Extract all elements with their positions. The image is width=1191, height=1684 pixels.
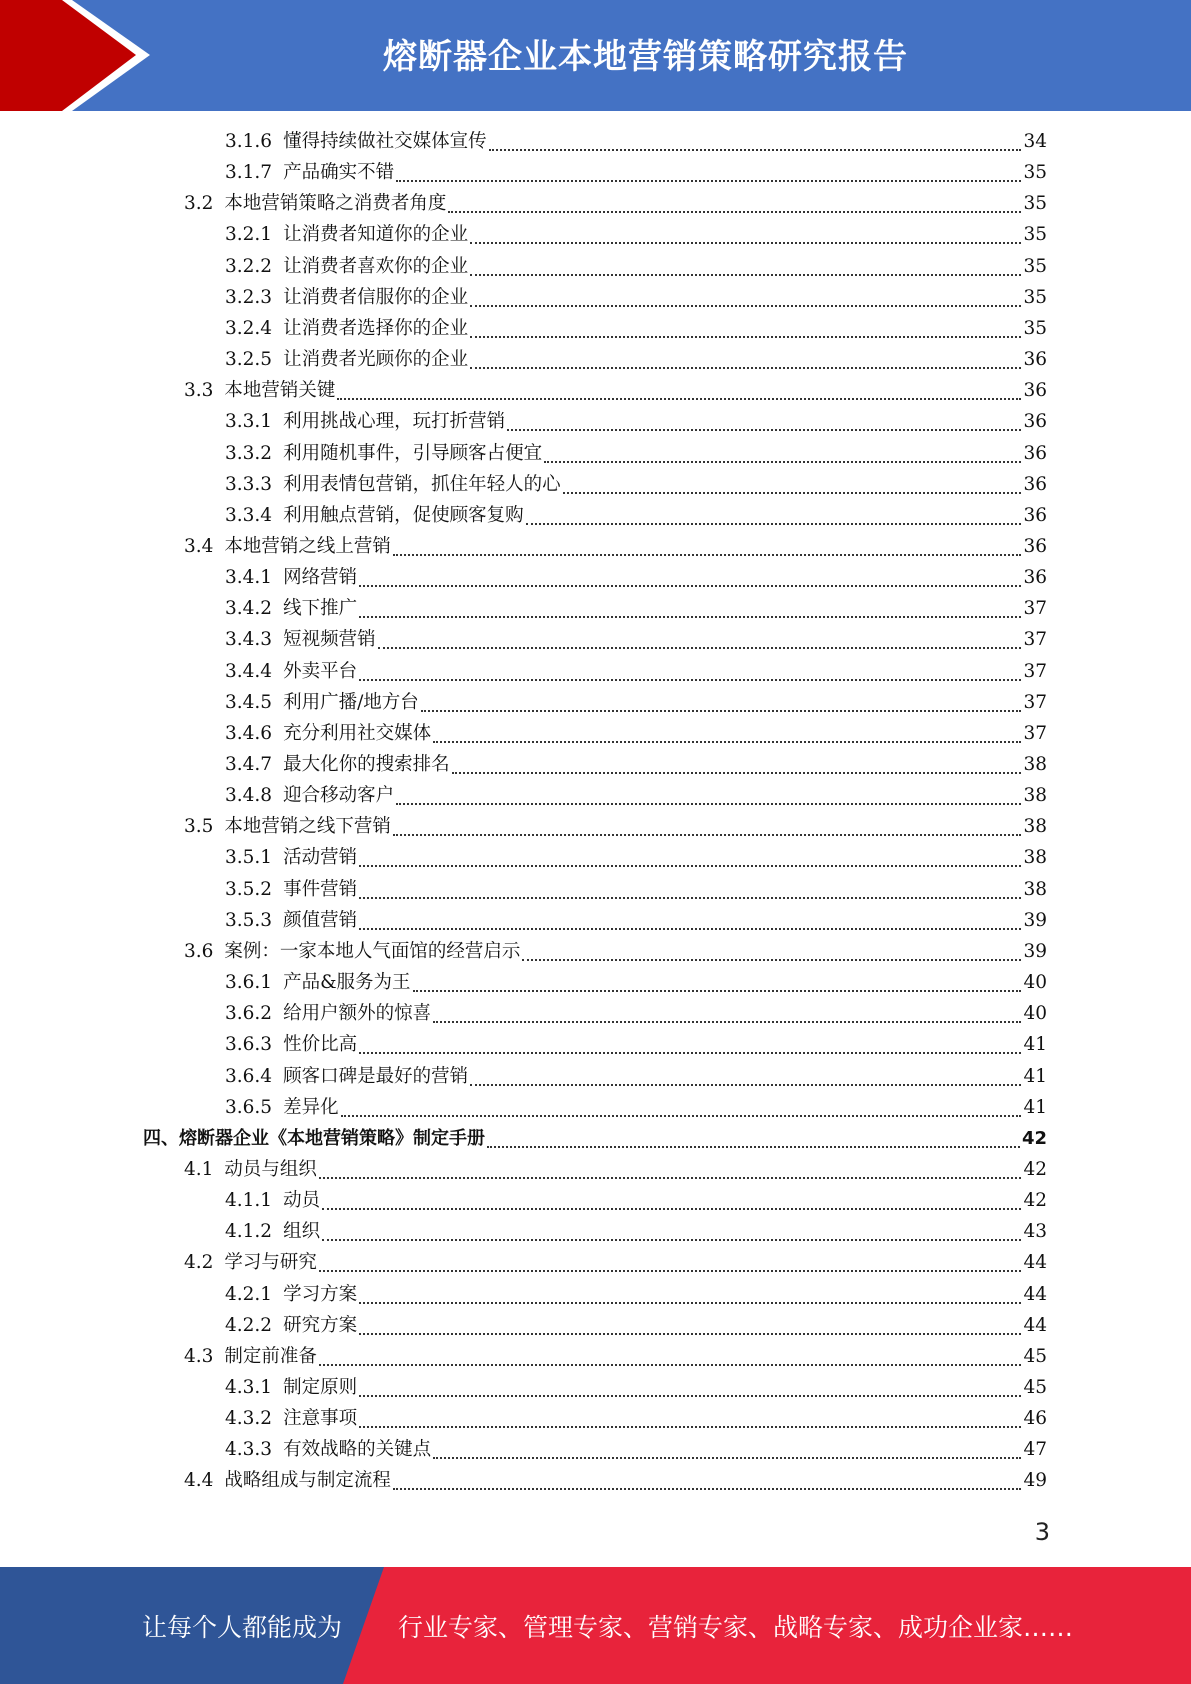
toc-dot-leader xyxy=(359,1051,1021,1054)
toc-entry-number: 3.5.2 xyxy=(225,878,273,900)
toc-entry-title: 动员与组织 xyxy=(224,1158,317,1180)
toc-entry-page: 41 xyxy=(1023,1096,1047,1118)
toc-entry-title: 让消费者光顾你的企业 xyxy=(283,349,469,371)
toc-entry-title: 组织 xyxy=(283,1221,321,1243)
toc-entry-title: 研究方案 xyxy=(283,1314,358,1336)
toc-entry-page: 41 xyxy=(1023,1034,1047,1056)
toc-entry-page: 42 xyxy=(1023,1190,1047,1212)
toc-entry-number: 4.1 xyxy=(184,1158,214,1180)
toc-entry-number: 4.1.1 xyxy=(225,1190,273,1212)
toc-dot-leader xyxy=(470,273,1021,276)
toc-entry-number: 3.5.1 xyxy=(225,847,273,869)
toc-entry-title: 颜值营销 xyxy=(283,909,358,931)
toc-entry[interactable] xyxy=(184,1248,1047,1279)
toc-entry-number: 3.4.4 xyxy=(225,660,273,682)
toc-dot-leader xyxy=(322,1207,1021,1210)
toc-entry-title: 外卖平台 xyxy=(283,660,358,682)
toc-dot-leader xyxy=(433,1456,1021,1459)
toc-dot-leader xyxy=(322,1238,1021,1241)
toc-entry-page: 41 xyxy=(1023,1065,1047,1087)
toc-entry-page: 38 xyxy=(1023,847,1047,869)
toc-dot-leader xyxy=(359,896,1021,899)
footer-slogan-right: 行业专家、管理专家、营销专家、战略专家、成功企业家…… xyxy=(398,1612,1074,1642)
toc-dot-leader xyxy=(433,740,1021,743)
toc-dot-leader xyxy=(487,1145,1020,1148)
toc-entry[interactable] xyxy=(225,158,1047,189)
toc-entry-number: 3.3.3 xyxy=(225,473,273,495)
toc-entry-title: 让消费者知道你的企业 xyxy=(283,224,469,246)
toc-entry-number: 3.4.3 xyxy=(225,629,273,651)
toc-entry[interactable] xyxy=(225,501,1047,532)
toc-entry-page: 36 xyxy=(1023,380,1047,402)
toc-entry-title: 制定原则 xyxy=(283,1377,358,1398)
toc-entry-page: 37 xyxy=(1023,660,1047,682)
toc-dot-leader xyxy=(470,335,1021,338)
toc-entry[interactable] xyxy=(184,376,1047,407)
toc-dot-leader xyxy=(470,366,1021,369)
toc-entry-number: 3.4.8 xyxy=(225,785,273,807)
toc-entry-number: 4.2.2 xyxy=(225,1314,273,1336)
toc-entry-title: 让消费者信服你的企业 xyxy=(283,286,469,308)
toc-entry-number: 3.5 xyxy=(184,816,214,838)
toc-entry-number: 3.3.2 xyxy=(225,442,273,464)
toc-dot-leader xyxy=(563,491,1022,494)
toc-entry-page: 39 xyxy=(1023,909,1047,931)
toc-entry-page: 42 xyxy=(1023,1158,1047,1180)
toc-entry-number: 3.4 xyxy=(184,535,214,557)
toc-entry[interactable] xyxy=(225,1217,1047,1248)
toc-entry-title: 学习方案 xyxy=(283,1283,358,1305)
toc-dot-leader xyxy=(359,678,1021,681)
toc-entry[interactable] xyxy=(184,1342,1047,1373)
toc-entry[interactable] xyxy=(225,252,1047,283)
toc-entry-page: 38 xyxy=(1023,785,1047,807)
toc-entry-page: 36 xyxy=(1023,567,1047,589)
toc-entry-number: 3.4.7 xyxy=(225,754,273,775)
toc-dot-leader xyxy=(359,1394,1021,1397)
toc-entry-number: 3.2.4 xyxy=(225,317,273,339)
toc-entry-title: 本地营销之线下营销 xyxy=(224,816,391,838)
toc-entry-title: 有效战略的关键点 xyxy=(283,1439,432,1461)
toc-entry-title: 性价比高 xyxy=(283,1034,358,1056)
toc-entry-number: 3.6.3 xyxy=(225,1034,273,1056)
toc-entry-title: 活动营销 xyxy=(283,847,358,869)
toc-entry[interactable] xyxy=(225,843,1047,874)
toc-entry-number: 3.2.2 xyxy=(225,255,273,277)
toc-dot-leader xyxy=(526,522,1022,525)
toc-dot-leader xyxy=(393,1487,1022,1490)
toc-entry[interactable] xyxy=(225,750,1047,781)
toc-entry-number: 3.6.1 xyxy=(225,972,273,994)
toc-entry-page: 45 xyxy=(1023,1345,1047,1367)
toc-dot-leader xyxy=(359,615,1021,618)
toc-entry-page: 36 xyxy=(1023,535,1047,557)
toc-entry-page: 46 xyxy=(1023,1408,1047,1430)
toc-entry-page: 36 xyxy=(1023,473,1047,495)
toc-entry-page: 42 xyxy=(1021,1127,1047,1149)
toc-entry[interactable] xyxy=(225,1093,1047,1124)
toc-entry-number: 四、 xyxy=(143,1127,179,1149)
toc-entry[interactable] xyxy=(225,1062,1047,1093)
toc-entry-page: 39 xyxy=(1023,940,1047,962)
toc-entry[interactable] xyxy=(225,625,1047,656)
toc-entry-title: 事件营销 xyxy=(283,878,358,900)
toc-entry-number: 3.6.2 xyxy=(225,1003,273,1025)
toc-entry-title: 注意事项 xyxy=(283,1408,358,1430)
toc-dot-leader xyxy=(319,1176,1022,1179)
toc-entry-number: 3.1.6 xyxy=(225,131,273,152)
toc-entry[interactable] xyxy=(225,439,1047,470)
toc-entry-number: 4.3.1 xyxy=(225,1377,273,1398)
toc-entry-number: 3.4.2 xyxy=(225,598,273,620)
toc-entry[interactable] xyxy=(225,1186,1047,1217)
toc-entry-title: 动员 xyxy=(283,1190,321,1212)
toc-dot-leader xyxy=(359,1332,1021,1335)
toc-entry-title: 案例：一家本地人气面馆的经营启示 xyxy=(224,940,521,962)
toc-entry-number: 4.3.3 xyxy=(225,1439,273,1461)
toc-entry-number: 3.2 xyxy=(184,193,214,215)
toc-dot-leader xyxy=(448,210,1021,213)
toc-dot-leader xyxy=(359,864,1021,867)
toc-entry-title: 顾客口碑是最好的营销 xyxy=(283,1065,469,1087)
toc-entry[interactable] xyxy=(184,1466,1047,1497)
toc-entry-title: 产品&服务为王 xyxy=(283,972,411,994)
toc-entry[interactable] xyxy=(225,657,1047,688)
toc-entry-page: 37 xyxy=(1023,598,1047,620)
toc-entry-page: 36 xyxy=(1023,411,1047,433)
toc-entry-page: 43 xyxy=(1023,1221,1047,1243)
toc-entry-title: 充分利用社交媒体 xyxy=(283,722,432,744)
toc-dot-leader xyxy=(319,1363,1022,1366)
toc-entry-number: 3.6 xyxy=(184,940,214,962)
toc-dot-leader xyxy=(433,1020,1021,1023)
toc-entry-title: 本地营销之线上营销 xyxy=(224,535,391,557)
toc-entry-title: 差异化 xyxy=(283,1096,339,1118)
toc-entry-title: 本地营销关键 xyxy=(224,380,336,402)
toc-entry[interactable] xyxy=(225,781,1047,812)
toc-entry[interactable] xyxy=(184,189,1047,220)
toc-entry[interactable] xyxy=(225,1030,1047,1061)
toc-entry-title: 学习与研究 xyxy=(224,1252,317,1274)
footer-slogan-left: 让每个人都能成为 xyxy=(142,1612,343,1642)
toc-entry-title: 懂得持续做社交媒体宣传 xyxy=(283,131,487,152)
toc-dot-leader xyxy=(522,958,1021,961)
toc-dot-leader xyxy=(378,646,1022,649)
toc-entry-number: 3.1.7 xyxy=(225,162,273,184)
toc-entry[interactable] xyxy=(225,875,1047,906)
toc-entry-page: 35 xyxy=(1023,255,1047,277)
toc-entry-page: 34 xyxy=(1023,131,1047,152)
toc-entry-number: 4.2 xyxy=(184,1252,214,1274)
toc-entry[interactable] xyxy=(184,532,1047,563)
toc-entry[interactable] xyxy=(225,1373,1047,1404)
toc-entry-page: 38 xyxy=(1023,754,1047,775)
toc-entry[interactable] xyxy=(225,220,1047,251)
toc-entry-page: 35 xyxy=(1023,317,1047,339)
toc-entry-number: 3.2.3 xyxy=(225,286,273,308)
toc-entry-number: 4.3.2 xyxy=(225,1408,273,1430)
toc-entry[interactable] xyxy=(184,812,1047,843)
toc-entry-page: 38 xyxy=(1023,878,1047,900)
page-number: 3 xyxy=(1034,1518,1050,1546)
toc-entry-number: 3.4.6 xyxy=(225,722,273,744)
toc-entry-page: 36 xyxy=(1023,504,1047,526)
footer-banner xyxy=(0,1567,1191,1684)
toc-entry-page: 44 xyxy=(1023,1283,1047,1305)
toc-entry[interactable] xyxy=(225,283,1047,314)
toc-entry-title: 让消费者选择你的企业 xyxy=(283,317,469,339)
toc-entry[interactable] xyxy=(225,906,1047,937)
toc-entry-number: 3.3.1 xyxy=(225,411,273,433)
toc-dot-leader xyxy=(396,802,1021,805)
toc-entry[interactable] xyxy=(225,470,1047,501)
toc-entry-page: 35 xyxy=(1023,224,1047,246)
toc-entry[interactable] xyxy=(143,1124,1047,1155)
toc-entry-page: 37 xyxy=(1023,722,1047,744)
toc-entry-number: 3.4.5 xyxy=(225,691,273,713)
toc-dot-leader xyxy=(421,709,1022,712)
toc-entry-page: 38 xyxy=(1023,816,1047,838)
toc-entry-page: 40 xyxy=(1023,1003,1047,1025)
toc-dot-leader xyxy=(359,584,1021,587)
toc-entry-number: 4.2.1 xyxy=(225,1283,273,1305)
toc-dot-leader xyxy=(470,1083,1021,1086)
toc-entry-page: 49 xyxy=(1023,1470,1047,1492)
toc-entry-number: 3.3.4 xyxy=(225,504,273,526)
toc-entry[interactable] xyxy=(225,1435,1047,1466)
toc-dot-leader xyxy=(544,460,1021,463)
toc-entry-title: 迎合移动客户 xyxy=(283,785,395,807)
toc-entry-title: 制定前准备 xyxy=(224,1345,317,1367)
toc-dot-leader xyxy=(413,989,1022,992)
toc-entry-title: 短视频营销 xyxy=(283,629,376,651)
toc-dot-leader xyxy=(359,1425,1021,1428)
toc-entry-number: 3.6.4 xyxy=(225,1065,273,1087)
toc-dot-leader xyxy=(359,1301,1021,1304)
toc-entry[interactable] xyxy=(225,407,1047,438)
toc-entry-number: 4.4 xyxy=(184,1470,214,1492)
toc-entry[interactable] xyxy=(225,968,1047,999)
toc-entry[interactable] xyxy=(225,563,1047,594)
toc-entry[interactable] xyxy=(225,688,1047,719)
toc-entry[interactable] xyxy=(225,719,1047,750)
toc-dot-leader xyxy=(470,304,1021,307)
toc-dot-leader xyxy=(393,553,1022,556)
toc-dot-leader xyxy=(470,241,1021,244)
header-banner xyxy=(0,0,1191,111)
toc-entry[interactable] xyxy=(184,1155,1047,1186)
toc-entry-page: 37 xyxy=(1023,691,1047,713)
toc-dot-leader xyxy=(507,428,1021,431)
toc-entry-page: 36 xyxy=(1023,349,1047,371)
toc-dot-leader xyxy=(393,833,1022,836)
toc-entry-number: 3.4.1 xyxy=(225,567,273,589)
toc-dot-leader xyxy=(489,148,1022,151)
toc-entry-number: 3.2.1 xyxy=(225,224,273,246)
toc-dot-leader xyxy=(319,1269,1022,1272)
toc-entry-title: 产品确实不错 xyxy=(283,162,395,184)
toc-entry-title: 本地营销策略之消费者角度 xyxy=(224,193,447,215)
toc-entry-title: 网络营销 xyxy=(283,567,358,589)
toc-entry-page: 35 xyxy=(1023,162,1047,184)
toc-entry-page: 44 xyxy=(1023,1252,1047,1274)
toc-entry-number: 3.6.5 xyxy=(225,1096,273,1118)
toc-entry-title: 利用触点营销，促使顾客复购 xyxy=(283,504,524,526)
toc-entry-page: 35 xyxy=(1023,193,1047,215)
toc-dot-leader xyxy=(341,1114,1022,1117)
toc-entry[interactable] xyxy=(225,1280,1047,1311)
toc-entry-title: 利用表情包营销，抓住年轻人的心 xyxy=(283,473,561,495)
toc-dot-leader xyxy=(452,771,1022,774)
toc-entry[interactable] xyxy=(225,345,1047,376)
toc-dot-leader xyxy=(359,927,1021,930)
toc-entry-number: 4.1.2 xyxy=(225,1221,273,1243)
toc-entry-title: 熔断器企业《本地营销策略》制定手册 xyxy=(179,1127,485,1149)
toc-entry[interactable] xyxy=(225,594,1047,625)
toc-entry-page: 36 xyxy=(1023,442,1047,464)
toc-entry-title: 线下推广 xyxy=(283,598,358,620)
toc-entry-page: 44 xyxy=(1023,1314,1047,1336)
toc-entry-title: 最大化你的搜索排名 xyxy=(283,754,450,775)
toc-entry[interactable] xyxy=(225,1311,1047,1342)
toc-dot-leader xyxy=(396,179,1021,182)
toc-entry[interactable] xyxy=(184,937,1047,968)
toc-entry-title: 利用挑战心理，玩打折营销 xyxy=(283,411,506,433)
toc-entry-title: 利用广播/地方台 xyxy=(283,691,419,713)
toc-entry-number: 3.3 xyxy=(184,380,214,402)
toc-entry-page: 47 xyxy=(1023,1439,1047,1461)
toc-entry-title: 让消费者喜欢你的企业 xyxy=(283,255,469,277)
toc-entry-title: 利用随机事件，引导顾客占便宜 xyxy=(283,442,543,464)
toc-entry-page: 40 xyxy=(1023,972,1047,994)
toc-entry[interactable] xyxy=(225,314,1047,345)
toc-entry-number: 3.2.5 xyxy=(225,349,273,371)
toc-entry-page: 45 xyxy=(1023,1377,1047,1398)
toc-entry-page: 37 xyxy=(1023,629,1047,651)
toc-entry[interactable] xyxy=(225,1404,1047,1435)
toc-entry-title: 给用户额外的惊喜 xyxy=(283,1003,432,1025)
toc-entry[interactable] xyxy=(225,999,1047,1030)
toc-entry-number: 3.5.3 xyxy=(225,909,273,931)
toc-entry-page: 35 xyxy=(1023,286,1047,308)
toc-entry[interactable] xyxy=(225,127,1047,158)
toc-entry-number: 4.3 xyxy=(184,1345,214,1367)
report-title: 熔断器企业本地营销策略研究报告 xyxy=(383,36,908,77)
toc-dot-leader xyxy=(337,397,1021,400)
toc-entry-title: 战略组成与制定流程 xyxy=(224,1470,391,1492)
